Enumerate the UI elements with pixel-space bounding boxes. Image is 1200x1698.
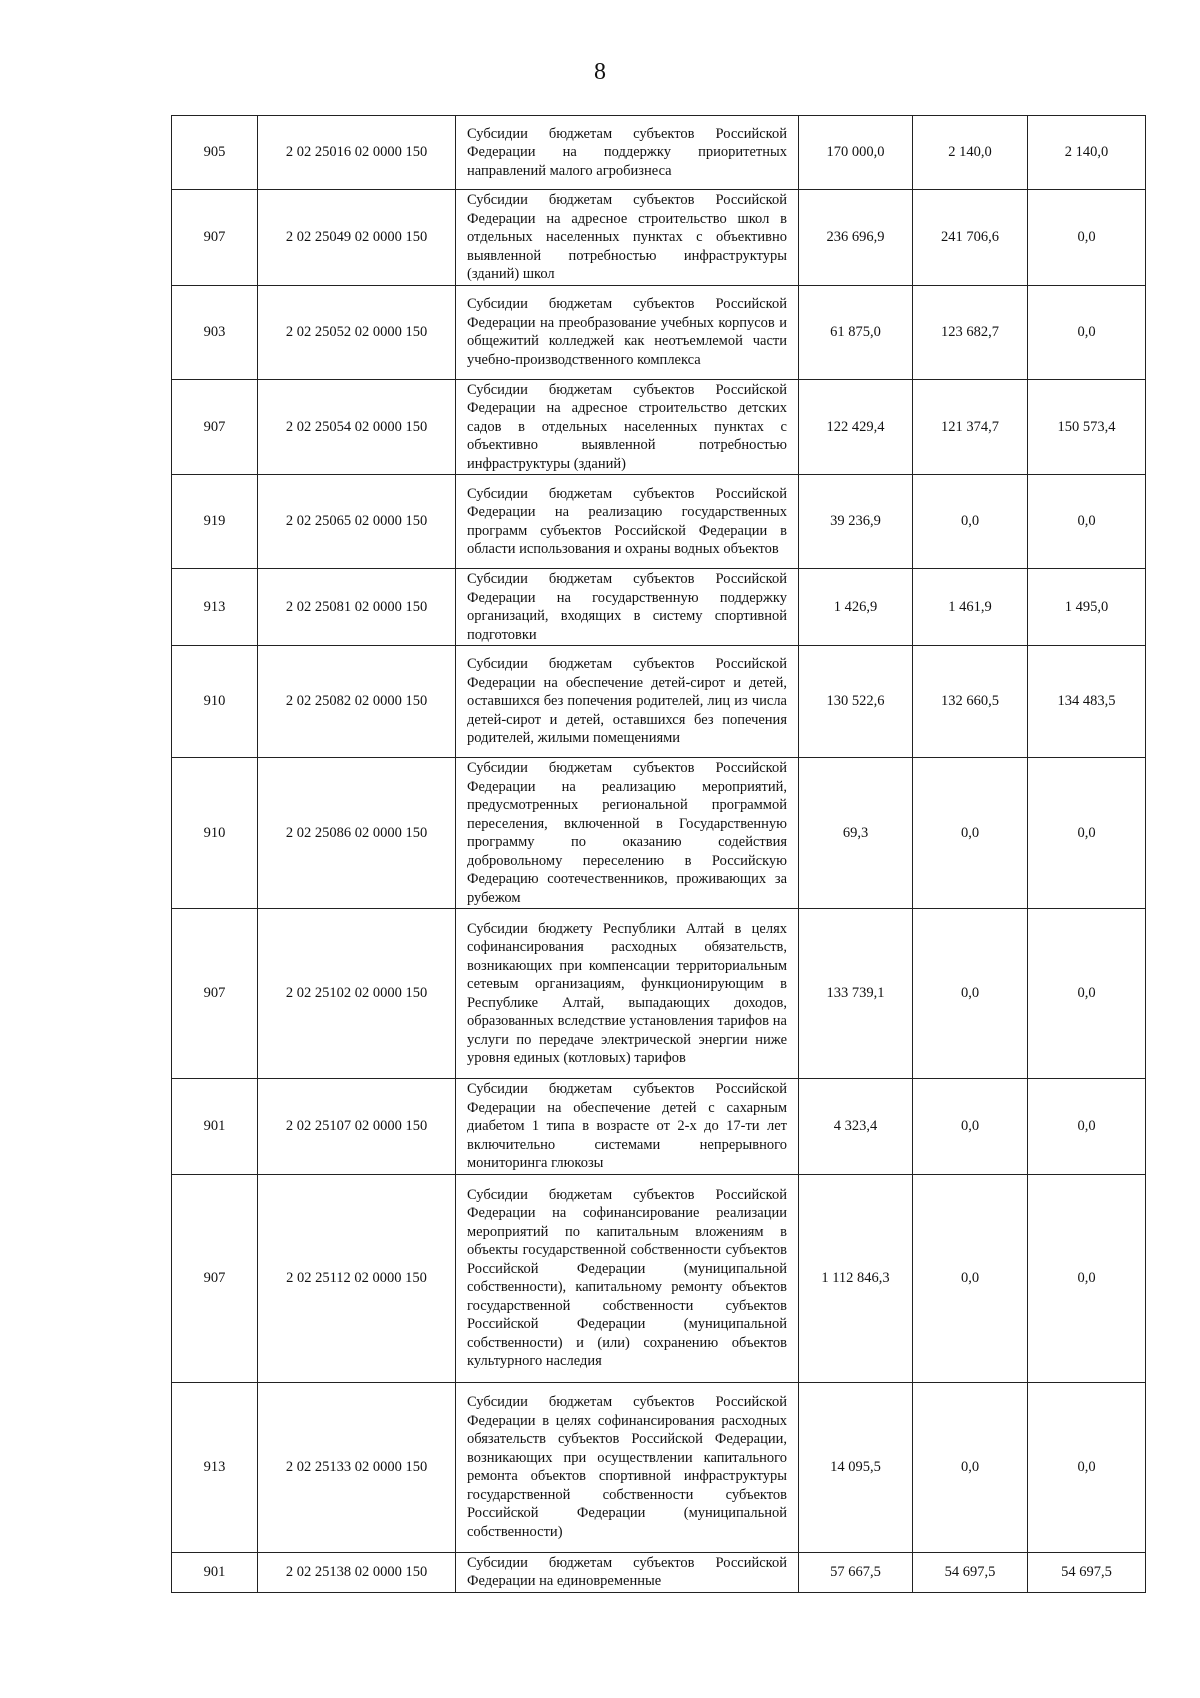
amount-year2-cell: 241 706,6 — [913, 190, 1028, 286]
income-description-cell: Субсидии бюджетам субъектов Российской Федерации на обеспечение детей-сирот и детей, оставшихся без попечения родителей, лиц из числа детей-сирот и детей, оставшихся без попечения родителей, жилыми помещениями — [456, 646, 799, 758]
table-row — [172, 1552, 1146, 1592]
income-description-cell: Субсидии бюджету Республики Алтай в целях софинансирования расходных обязательств, возникающих при компенсации территориальным сетевым организациям, функционирующим в Республике Алтай, выпадающих доходов, образованных вследствие установления тарифов на услуги по передаче электрической энергии ниже уровня единых (котловых) тарифов — [456, 909, 799, 1079]
table-row — [172, 116, 1146, 190]
budget-classification-code-cell: 2 02 25133 02 0000 150 — [258, 1382, 456, 1552]
amount-year3-cell: 0,0 — [1028, 1382, 1146, 1552]
amount-year1-cell: 69,3 — [799, 758, 913, 909]
admin-code-cell: 913 — [172, 569, 258, 646]
budget-classification-code-cell: 2 02 25086 02 0000 150 — [258, 758, 456, 909]
budget-classification-code-cell: 2 02 25102 02 0000 150 — [258, 909, 456, 1079]
amount-year2-cell: 123 682,7 — [913, 285, 1028, 379]
amount-year3-cell: 0,0 — [1028, 1174, 1146, 1382]
amount-year3-cell: 2 140,0 — [1028, 116, 1146, 190]
budget-classification-code-cell: 2 02 25065 02 0000 150 — [258, 475, 456, 569]
table-row — [172, 758, 1146, 909]
amount-year3-cell: 150 573,4 — [1028, 379, 1146, 475]
budget-classification-code-cell: 2 02 25081 02 0000 150 — [258, 569, 456, 646]
budget-classification-code-cell: 2 02 25052 02 0000 150 — [258, 285, 456, 379]
amount-year3-cell: 0,0 — [1028, 190, 1146, 286]
amount-year1-cell: 4 323,4 — [799, 1079, 913, 1175]
income-description-cell: Субсидии бюджетам субъектов Российской Федерации на адресное строительство школ в отдельных населенных пунктах с объективно выявленной потребностью инфраструктуры (зданий) школ — [456, 190, 799, 286]
amount-year1-cell: 170 000,0 — [799, 116, 913, 190]
amount-year1-cell: 122 429,4 — [799, 379, 913, 475]
amount-year1-cell: 61 875,0 — [799, 285, 913, 379]
table-row — [172, 909, 1146, 1079]
table-row — [172, 1382, 1146, 1552]
admin-code-cell: 907 — [172, 1174, 258, 1382]
amount-year1-cell: 1 426,9 — [799, 569, 913, 646]
table-row — [172, 646, 1146, 758]
page-number: 8 — [594, 59, 606, 85]
income-description-cell: Субсидии бюджетам субъектов Российской Федерации на реализацию государственных программ субъектов Российской Федерации в области использования и охраны водных объектов — [456, 475, 799, 569]
budget-classification-code-cell: 2 02 25082 02 0000 150 — [258, 646, 456, 758]
amount-year1-cell: 14 095,5 — [799, 1382, 913, 1552]
income-description-cell: Субсидии бюджетам субъектов Российской Федерации на единовременные — [456, 1552, 799, 1592]
income-description-cell: Субсидии бюджетам субъектов Российской Федерации на обеспечение детей с сахарным диабетом 1 типа в возрасте от 2-х до 17-ти лет включительно системами непрерывного мониторинга глюкозы — [456, 1079, 799, 1175]
budget-classification-code-cell: 2 02 25016 02 0000 150 — [258, 116, 456, 190]
amount-year3-cell: 0,0 — [1028, 475, 1146, 569]
table-row — [172, 379, 1146, 475]
admin-code-cell: 919 — [172, 475, 258, 569]
amount-year2-cell: 0,0 — [913, 909, 1028, 1079]
admin-code-cell: 901 — [172, 1552, 258, 1592]
amount-year2-cell: 121 374,7 — [913, 379, 1028, 475]
table-row — [172, 190, 1146, 286]
amount-year3-cell: 0,0 — [1028, 909, 1146, 1079]
amount-year2-cell: 54 697,5 — [913, 1552, 1028, 1592]
admin-code-cell: 903 — [172, 285, 258, 379]
table-row — [172, 475, 1146, 569]
income-description-cell: Субсидии бюджетам субъектов Российской Федерации на государственную поддержку организаций, входящих в систему спортивной подготовки — [456, 569, 799, 646]
amount-year2-cell: 0,0 — [913, 1382, 1028, 1552]
amount-year3-cell: 54 697,5 — [1028, 1552, 1146, 1592]
amount-year3-cell: 134 483,5 — [1028, 646, 1146, 758]
amount-year2-cell: 0,0 — [913, 475, 1028, 569]
admin-code-cell: 910 — [172, 646, 258, 758]
amount-year2-cell: 0,0 — [913, 758, 1028, 909]
amount-year2-cell: 2 140,0 — [913, 116, 1028, 190]
budget-classification-code-cell: 2 02 25054 02 0000 150 — [258, 379, 456, 475]
budget-classification-code-cell: 2 02 25138 02 0000 150 — [258, 1552, 456, 1592]
amount-year2-cell: 0,0 — [913, 1174, 1028, 1382]
income-description-cell: Субсидии бюджетам субъектов Российской Федерации на преобразование учебных корпусов и общежитий колледжей как неотъемлемой части учебно-производственного комплекса — [456, 285, 799, 379]
amount-year2-cell: 132 660,5 — [913, 646, 1028, 758]
amount-year3-cell: 1 495,0 — [1028, 569, 1146, 646]
admin-code-cell: 913 — [172, 1382, 258, 1552]
amount-year1-cell: 133 739,1 — [799, 909, 913, 1079]
table-row — [172, 1079, 1146, 1175]
amount-year1-cell: 39 236,9 — [799, 475, 913, 569]
amount-year3-cell: 0,0 — [1028, 1079, 1146, 1175]
amount-year2-cell: 1 461,9 — [913, 569, 1028, 646]
amount-year3-cell: 0,0 — [1028, 285, 1146, 379]
table-row — [172, 569, 1146, 646]
amount-year2-cell: 0,0 — [913, 1079, 1028, 1175]
budget-classification-code-cell: 2 02 25049 02 0000 150 — [258, 190, 456, 286]
table-row — [172, 1174, 1146, 1382]
income-description-cell: Субсидии бюджетам субъектов Российской Федерации на софинансирование реализации мероприятий по капитальным вложениям в объекты государственной собственности субъектов Российской Федерации (муниципальной собственности), капитальному ремонту объектов государственной собственности субъектов Российской Федерации (муниципальной собственности) и (или) сохранению объектов культурного наследия — [456, 1174, 799, 1382]
amount-year1-cell: 1 112 846,3 — [799, 1174, 913, 1382]
amount-year1-cell: 57 667,5 — [799, 1552, 913, 1592]
admin-code-cell: 907 — [172, 190, 258, 286]
income-description-cell: Субсидии бюджетам субъектов Российской Федерации на поддержку приоритетных направлений малого агробизнеса — [456, 116, 799, 190]
table-row — [172, 285, 1146, 379]
budget-classification-code-cell: 2 02 25112 02 0000 150 — [258, 1174, 456, 1382]
admin-code-cell: 907 — [172, 379, 258, 475]
income-description-cell: Субсидии бюджетам субъектов Российской Федерации на реализацию мероприятий, предусмотренных региональной программой переселения, включенной в Государственную программу по оказанию содействия добровольному переселению в Российскую Федерацию соотечественников, проживающих за рубежом — [456, 758, 799, 909]
admin-code-cell: 907 — [172, 909, 258, 1079]
income-description-cell: Субсидии бюджетам субъектов Российской Федерации в целях софинансирования расходных обязательств субъектов Российской Федерации, возникающих при осуществлении капитального ремонта объектов спортивной инфраструктуры государственной собственности субъектов Российской Федерации (муниципальной собственности) — [456, 1382, 799, 1552]
amount-year3-cell: 0,0 — [1028, 758, 1146, 909]
amount-year1-cell: 130 522,6 — [799, 646, 913, 758]
amount-year1-cell: 236 696,9 — [799, 190, 913, 286]
admin-code-cell: 905 — [172, 116, 258, 190]
budget-classification-code-cell: 2 02 25107 02 0000 150 — [258, 1079, 456, 1175]
admin-code-cell: 910 — [172, 758, 258, 909]
budget-revenue-table — [171, 115, 1146, 1593]
admin-code-cell: 901 — [172, 1079, 258, 1175]
income-description-cell: Субсидии бюджетам субъектов Российской Федерации на адресное строительство детских садов в отдельных населенных пунктах с объективно выявленной потребностью инфраструктуры (зданий) — [456, 379, 799, 475]
